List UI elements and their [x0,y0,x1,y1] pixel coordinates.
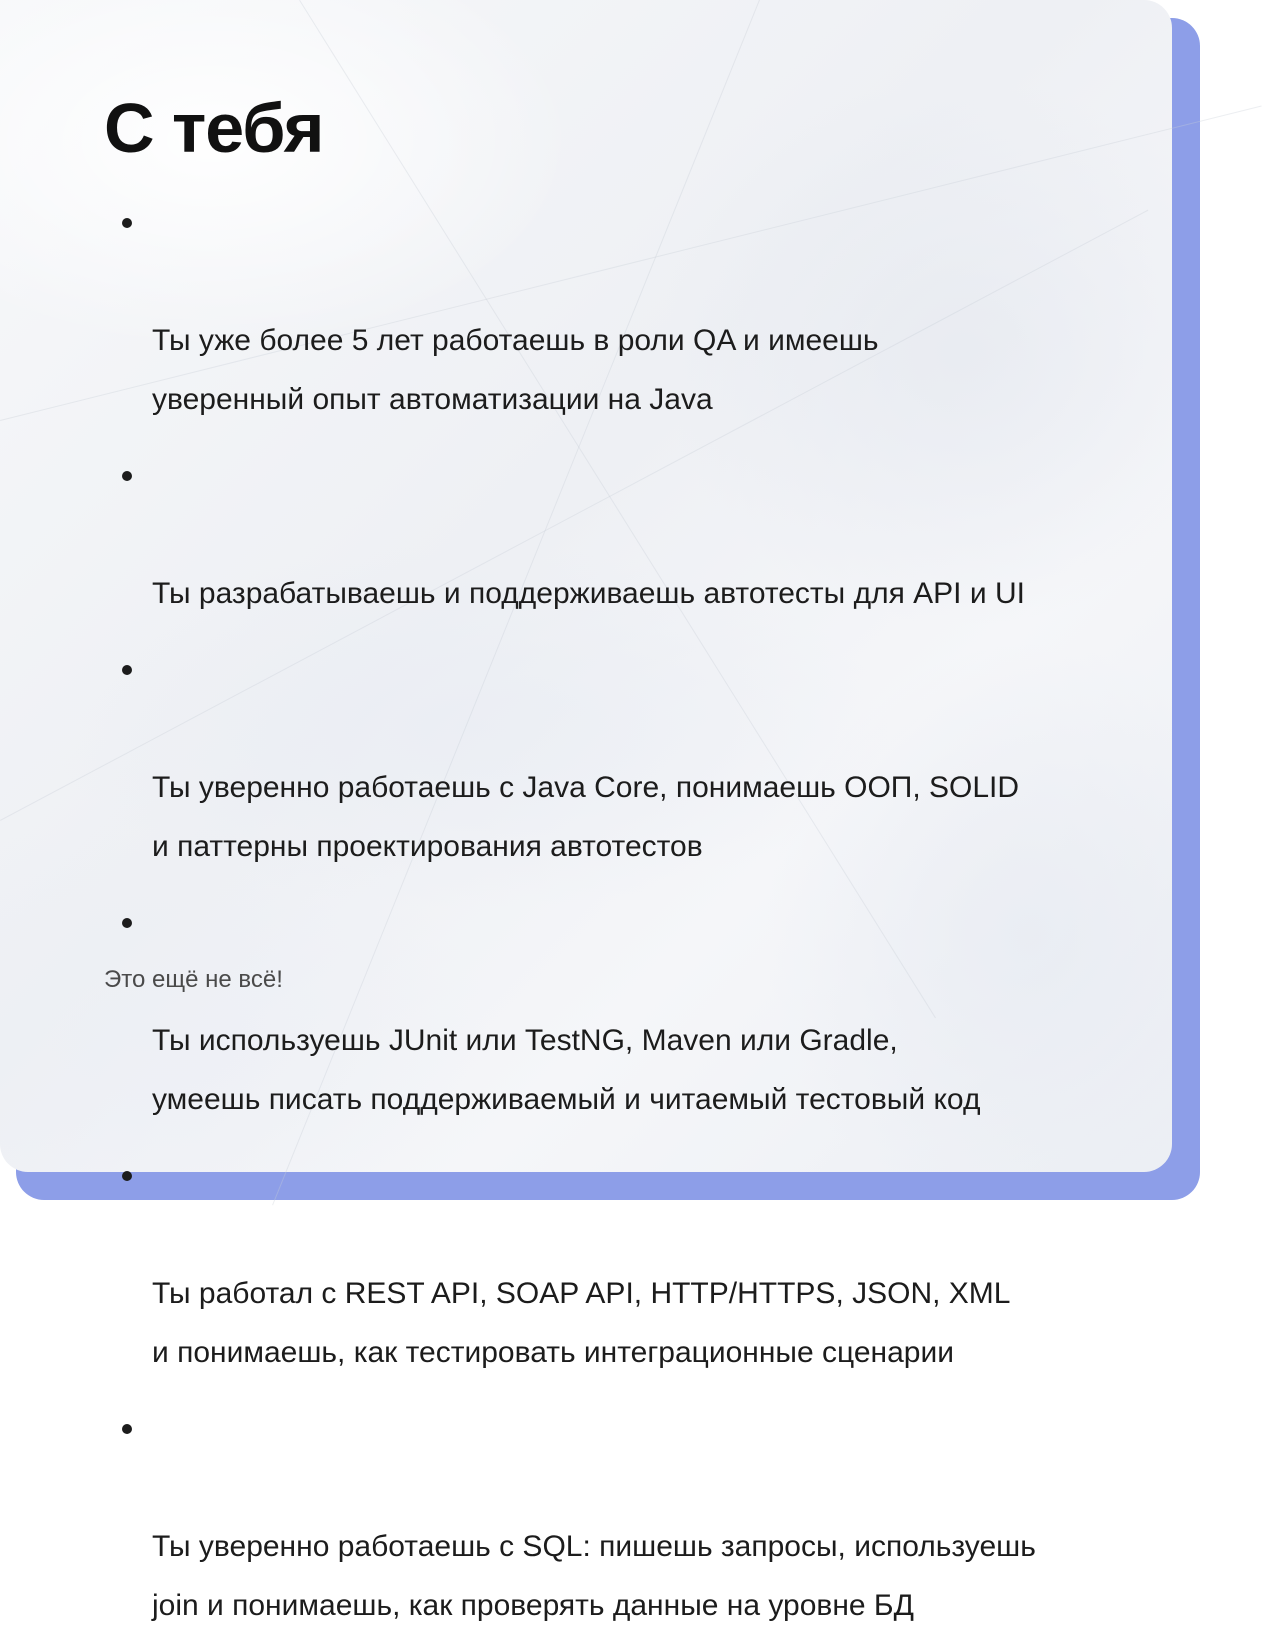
list-item [118,640,1128,876]
page-title: С тебя [104,89,324,167]
list-item [118,893,1128,1129]
list-item-text: Ты разрабатываешь и поддерживаешь автотесты для API и UI [152,577,1025,610]
bullet-icon [122,665,132,675]
list-item-text: Ты уверенно работаешь с Java Core, понимаешь ООП, SOLID и паттерны проектирования автотестов [152,771,1020,863]
footer-note: Это ещё не всё! [104,966,283,993]
list-item [118,446,1128,623]
bullet-icon [122,918,132,928]
bullet-icon [122,1171,132,1181]
list-item-text: Ты уверенно работаешь с SQL: пишешь запросы, используешь join и понимаешь, как проверять данные на уровне БД [152,1530,1036,1622]
bullet-icon [122,1424,132,1434]
list-item [118,1399,1128,1635]
list-item-text: Ты уже более 5 лет работаешь в роли QA и имеешь уверенный опыт автоматизации на Java [152,324,879,416]
list-item [118,1146,1128,1382]
bullet-icon [122,471,132,481]
requirements-list [118,193,1128,1652]
bullet-icon [122,218,132,228]
list-item-text: Ты используешь JUnit или TestNG, Maven или Gradle, умеешь писать поддерживаемый и читаемый тестовый код [152,1024,981,1116]
list-item [118,193,1128,429]
list-item-text: Ты работал с REST API, SOAP API, HTTP/HTTPS, JSON, XML и понимаешь, как тестировать интеграционные сценарии [152,1277,1011,1369]
